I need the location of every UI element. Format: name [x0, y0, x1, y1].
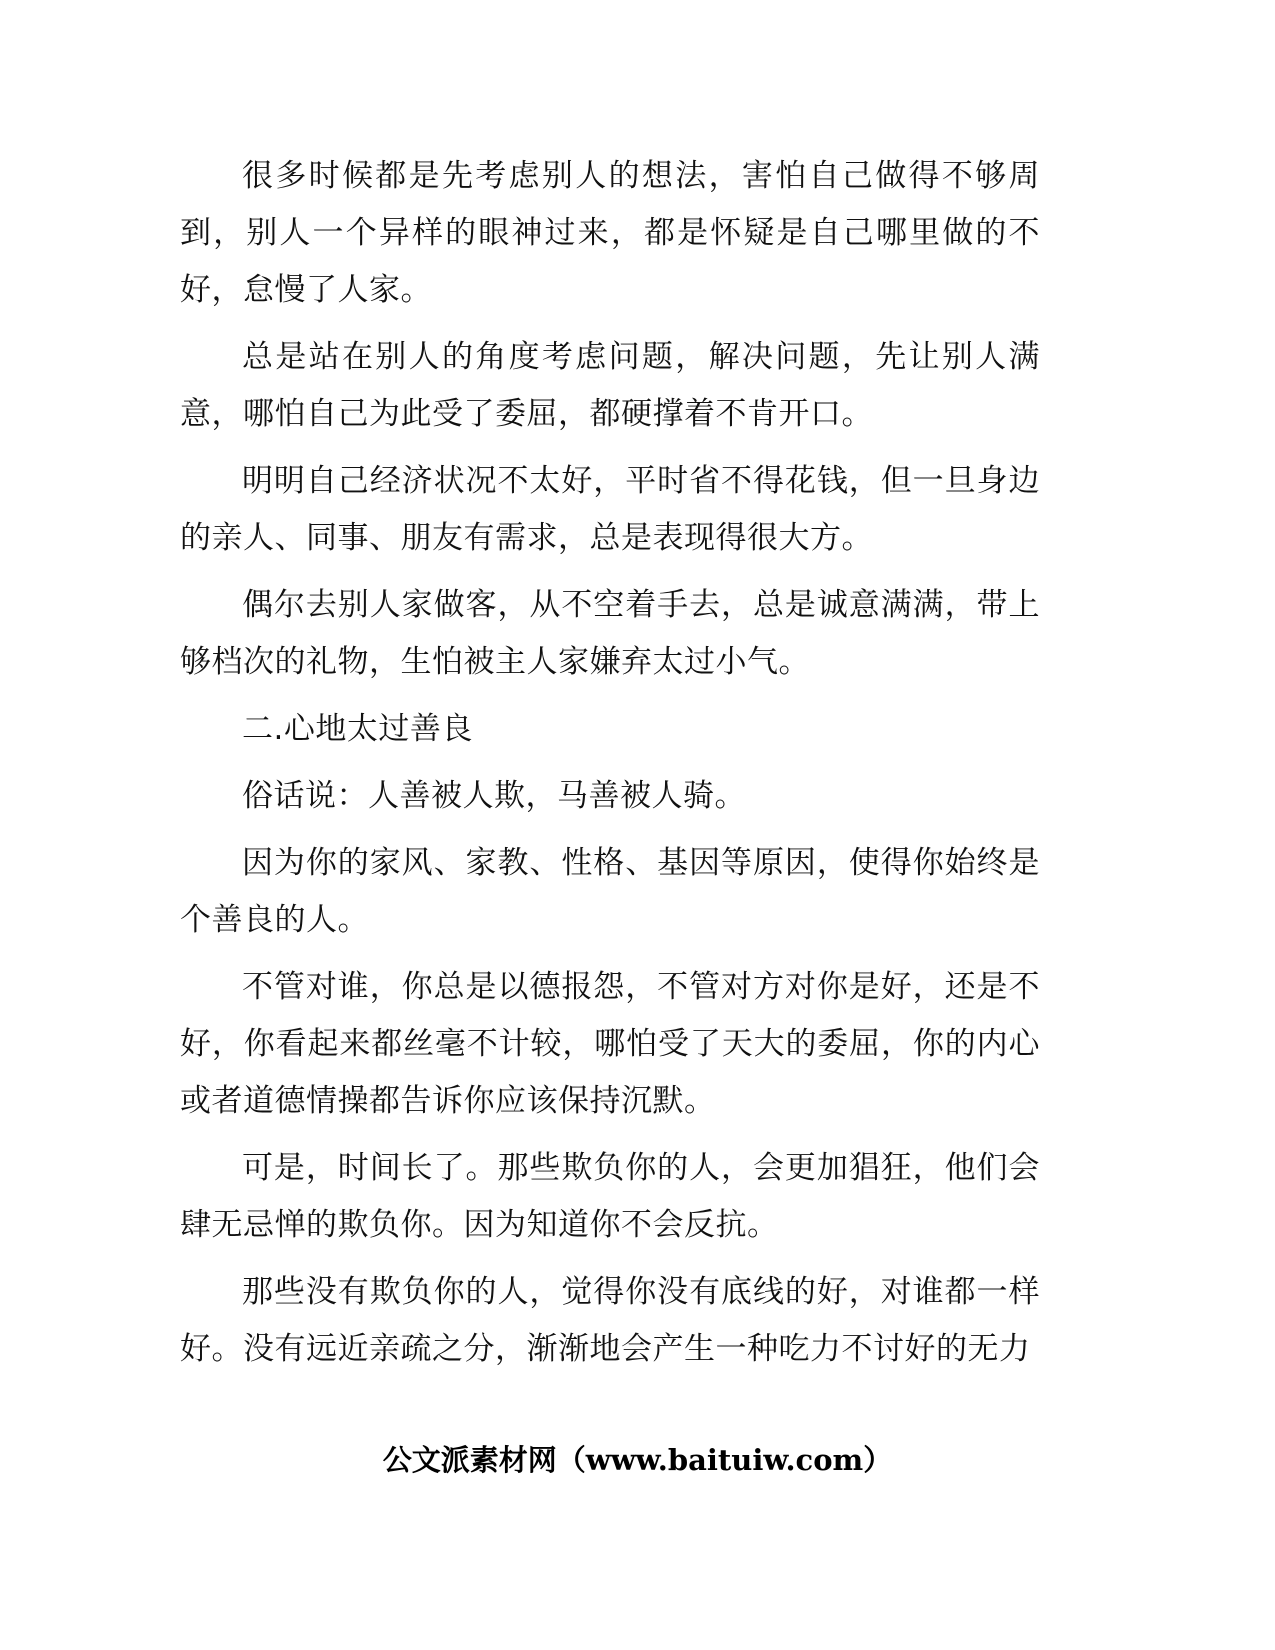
- paragraph: 俗话说：人善被人欺，马善被人骑。: [242, 778, 746, 814]
- document-body: [180, 148, 1040, 1388]
- paragraph: 不管对谁，你总是以德报怨，不管对方对你是好，还是不好，你看起来都丝毫不计较，哪怕受了天大的委屈，你的内心或者道德情操都告诉你应该保持沉默。: [180, 969, 1040, 1119]
- paragraph: 可是，时间长了。那些欺负你的人，会更加猖狂，他们会肆无忌惮的欺负你。因为知道你不会反抗。: [180, 1150, 1040, 1243]
- paragraph: 偶尔去别人家做客，从不空着手去，总是诚意满满，带上够档次的礼物，生怕被主人家嫌弃太过小气。: [180, 587, 1040, 680]
- paragraph: 因为你的家风、家教、性格、基因等原因，使得你始终是个善良的人。: [180, 845, 1040, 938]
- section-heading: 二.心地太过善良: [242, 711, 473, 747]
- paragraph: 那些没有欺负你的人，觉得你没有底线的好，对谁都一样好。没有远近亲疏之分，渐渐地会产生一种吃力不讨好的无力: [180, 1274, 1040, 1367]
- page-footer: 公文派素材网（www.baituiw.com）: [382, 1443, 893, 1477]
- paragraph: 明明自己经济状况不太好，平时省不得花钱，但一旦身边的亲人、同事、朋友有需求，总是表现得很大方。: [180, 463, 1040, 556]
- paragraph: 很多时候都是先考虑别人的想法，害怕自己做得不够周到，别人一个异样的眼神过来，都是怀疑是自己哪里做的不好，怠慢了人家。: [180, 158, 1040, 308]
- paragraph: 总是站在别人的角度考虑问题，解决问题，先让别人满意，哪怕自己为此受了委屈，都硬撑着不肯开口。: [180, 339, 1040, 432]
